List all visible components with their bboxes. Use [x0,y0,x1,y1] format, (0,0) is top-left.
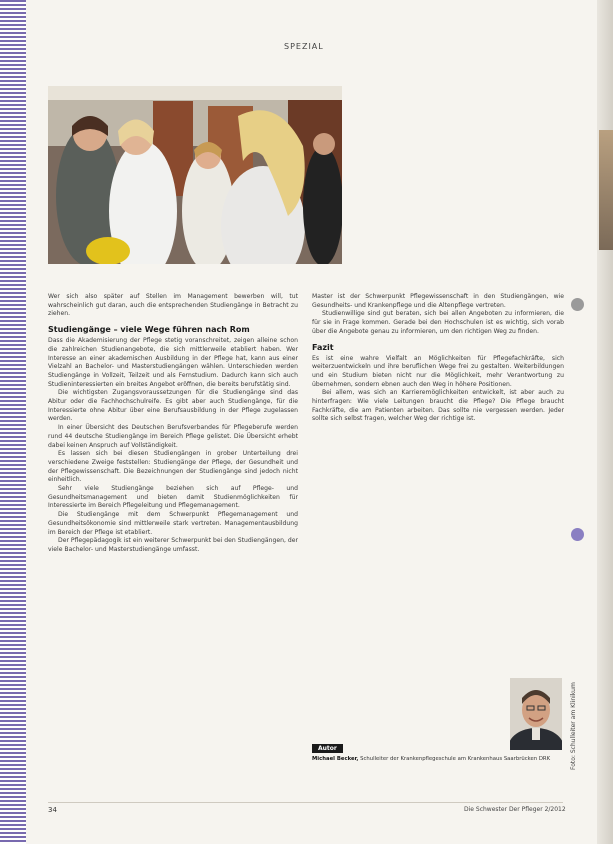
decorative-purple-dot [571,528,584,541]
heading-fazit: Fazit [312,342,334,352]
intro-paragraph: Wer sich also später auf Stellen im Management bewerben will, tut wahrscheinlich gut daran, auch die entsprechenden Studiengänge in Betracht zu ziehen. [48,293,298,318]
paragraph: In einer Übersicht des Deutschen Berufsverbandes für Pflegeberufe werden rund 44 deutsche Studiengänge im Bereich Pflege gelistet. Die Übersicht erhebt dabei keinen Anspruch auf Vollständigkeit. [48,424,298,449]
page-number: 34 [48,806,57,814]
left-stripe-decoration [0,0,26,844]
paragraph: Die Studiengänge mit dem Schwerpunkt Pflegemanagement und Gesundheitsökonomie sind mittlerweile stark vertreten. Managementausbildung im Bereich der Pflege ist etabliert. [48,511,298,536]
decorative-gray-dot [571,298,584,311]
author-tag: Autor [312,744,343,753]
paragraph: Master ist der Schwerpunkt Pflegewissenschaft in den Studiengängen, wie Gesundheits- und Krankenpflege und die Altenpflege vertreten. [312,293,564,309]
author-bio [312,756,562,764]
right-page-edge [597,0,613,844]
paragraph: Es ist eine wahre Vielfalt an Möglichkeiten für Pflegefachkräfte, sich weiterzuentwickeln und ihre beruflichen Wege frei zu gestalten. Weiterbildungen und ein Studium bieten nicht nur die Möglichkeit, mehr Verantwortung zu übernehmen, sondern ebnen auch den Weg in höhere Positionen. [312,354,564,388]
paragraph: Studienwillige sind gut beraten, sich bei allen Angeboten zu informieren, die für sie in Frage kommen. Gerade bei den Hochschulen ist es wichtig, sich vorab über die Angebote genau zu informieren, um den richtigen Weg zu finden. [312,310,564,335]
section-label: SPEZIAL [284,42,324,51]
author-portrait [510,678,562,750]
footer-divider [48,802,563,803]
article-column-left [48,293,298,555]
heading-studiengaenge: Studiengänge – viele Wege führen nach Rom [48,325,250,335]
article-column-right [312,293,564,424]
paragraph: Die wichtigsten Zugangsvoraussetzungen für die Studiengänge sind das Abitur oder die Fachhochschulreife. Es gibt aber auch Studiengänge, für die Interessierte ohne Abitur über eine Berufsausbildung in der Pflege zugelassen werden. [48,389,298,423]
magazine-name: Die Schwester Der Pfleger 2/2012 [464,806,566,813]
paragraph: Sehr viele Studiengänge beziehen sich auf Pflege- und Gesundheitsmanagement und bieten damit Studienmöglichkeiten für Interessierte im Bereich Pflegeleitung und Pflegemanagement. [48,485,298,510]
paragraph: Es lassen sich bei diesen Studiengängen in grober Unterteilung drei verschiedene Zweige feststellen: Studiengänge der Pflege, der Gesundheit und der Pflegewissenschaft. Die Bezeichnungen der Studiengänge sind jedoch nicht einheitlich. [48,450,298,484]
right-page-photo-edge [599,130,613,250]
paragraph: Dass die Akademisierung der Pflege stetig voranschreitet, zeigen alleine schon die zahlreichen Studienangebote, die sich mittlerweile etabliert haben. Wer Interesse an einer akademischen Ausbildung in der Pflege hat, kann aus einer Vielzahl an Bachelor- und Masterstudiengängen wählen. Unterschieden werden Studiengänge in Vollzeit, Teilzeit und als Fernstudium. Dadurch kann sich auch Studieninteressierten ein breites Angebot eröffnen, die bereits berufstätig sind. [48,337,298,388]
author-name: Michael Becker, [312,756,359,762]
photo-credit: Foto: Schulleiter am Klinikum [570,682,577,770]
paragraph: Der Pflegepädagogik ist ein weiterer Schwerpunkt bei den Studiengängen, der viele Bachelor- und Masterstudiengänge umfasst. [48,537,298,553]
paragraph: Bei allem, was sich an Karrieremöglichkeiten entwickelt, ist aber auch zu hinterfragen: Wie viele Leitungen braucht die Pflege? Die Pflege braucht Fachkräfte, die am Patienten arbeiten. Das sollte nie vergessen werden. Jeder sollte sich selbst fragen, welcher Weg der richtige ist. [312,389,564,423]
author-description: Schulleiter der Krankenpflegeschule am Krankenhaus Saarbrücken DRK [360,756,551,762]
students-photo [48,86,342,264]
